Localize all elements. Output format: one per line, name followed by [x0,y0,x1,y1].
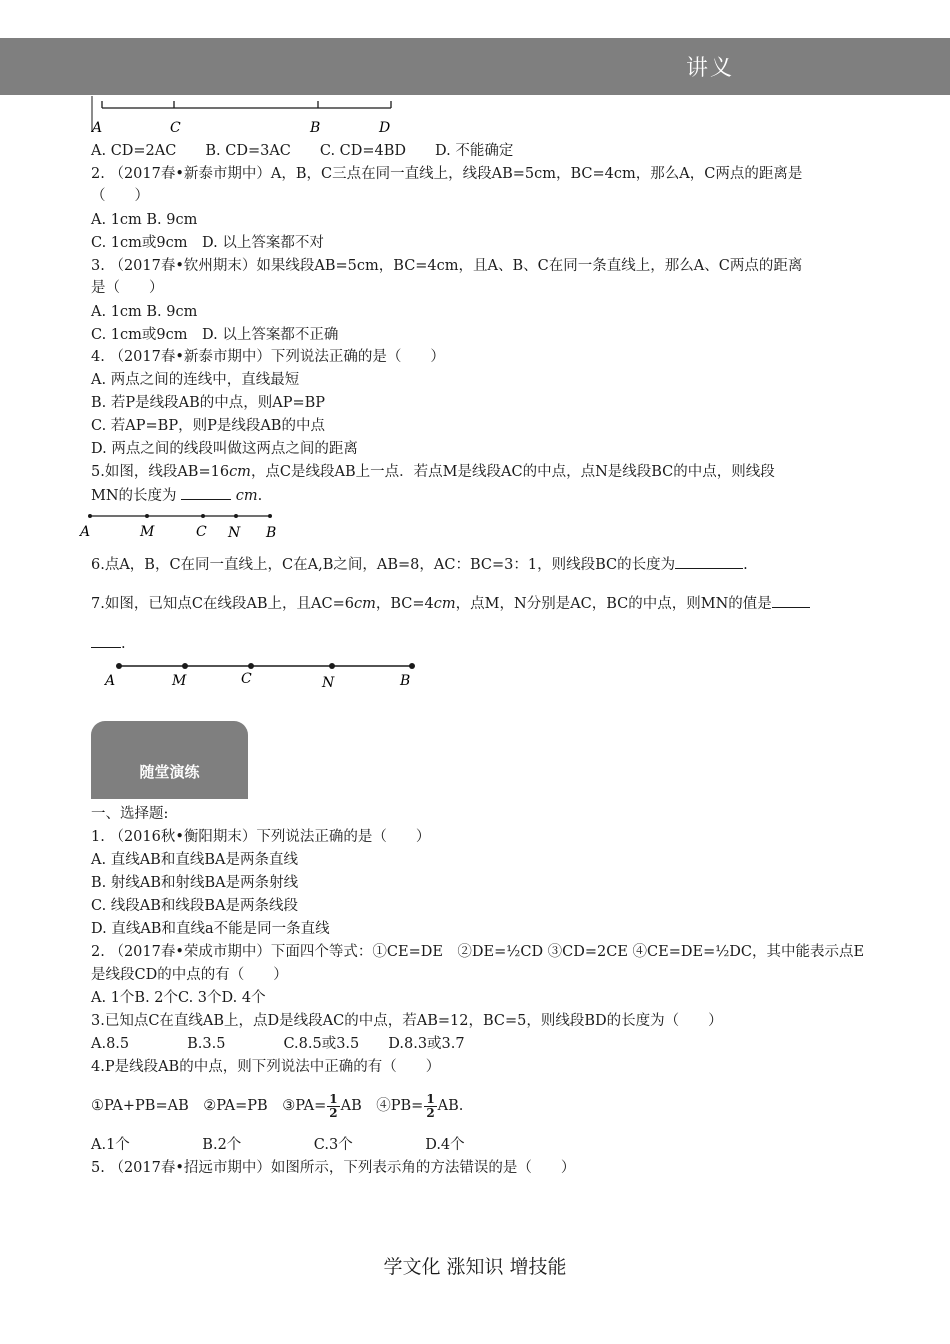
p4-stem: 4.P是线段AB的中点，则下列说法中正确的有（ ） [91,1059,441,1075]
point-label-n: N [322,675,335,691]
q3-stem-cont: 是（ ） [91,280,164,296]
point-label-m: M [140,524,155,540]
fraction-half: $\frac{1}{2}$ [426,1091,435,1120]
p4-options: A.1个 B.2个 C.3个 D.4个 [91,1137,465,1153]
p2-stem: 2. （2017春•荣成市期中）下面四个等式：①CE=DE ②DE=½CD ③CD=2CE ④CE=DE=½DC，其中能表示点E [91,944,865,960]
p2-options: A. 1个B. 2个C. 3个D. 4个 [91,990,266,1006]
q1-options: A. CD=2AC B. CD=3AC C. CD=4BD D. 不能确定 [91,143,514,159]
q5-stem: 5.如图，线段AB=16cm，点C是线段AB上一点．若点M是线段AC的中点，点N是线段BC的中点，则线段 [91,464,775,480]
footer-slogan: 学文化 涨知识 增技能 [383,1256,567,1278]
point-label-c: C [170,120,181,136]
q5-stem-cont: MN的长度为 cm. [91,488,263,504]
q2-stem: 2. （2017春•新泰市期中）A，B，C三点在同一直线上，线段AB=5cm，BC=4cm，那么A，C两点的距离是 [91,166,803,182]
point-label-c: C [196,524,207,540]
p1-option-d: D. 直线AB和直线a不能是同一条直线 [91,921,330,937]
answer-blank [675,568,743,569]
p5-stem: 5. （2017春•招远市期中）如图所示，下列表示角的方法错误的是（ ） [91,1160,576,1176]
point-label-b: B [400,673,411,689]
q3-stem: 3. （2017春•钦州期末）如果线段AB=5cm，BC=4cm，且A、B、C在同一条直线上，那么A、C两点的距离 [91,258,803,274]
point-label-b: B [310,120,321,136]
point-label-a: A [80,524,91,540]
header-bar [0,38,950,95]
q3-options-1: A. 1cm B. 9cm [91,304,198,320]
q4-stem: 4. （2017春•新泰市期中）下列说法正确的是（ ） [91,349,445,365]
q3-options-2: C. 1cm或9cm D. 以上答案都不正确 [91,327,339,343]
q4-option-b: B. 若P是线段AB的中点，则AP=BP [91,395,326,411]
section-tab [91,721,248,799]
point-label-a: A [92,120,103,136]
p4-statements: ①PA+PB=AB ②PA=PB ③PA= $\frac{1}{2}$ AB ④PB= $\frac{1}{2}$ AB. [91,1091,464,1120]
p3-options: A.8.5 B.3.5 C.8.5或3.5 D.8.3或3.7 [91,1036,465,1052]
q7-stem-cont: . [91,634,126,654]
point-label-b: B [266,525,277,540]
q2-stem-cont: （ ） [91,188,149,204]
header-title: 讲义 [686,56,735,81]
point-label-m: M [172,673,187,689]
point-label-n: N [228,525,241,540]
p1-option-b: B. 射线AB和射线BA是两条射线 [91,875,299,891]
q4-option-c: C. 若AP=BP，则P是线段AB的中点 [91,418,325,434]
p1-option-c: C. 线段AB和线段BA是两条线段 [91,898,299,914]
p2-stem-cont: 是线段CD的中点的有（ ） [91,967,288,983]
answer-blank [772,607,810,608]
practice-heading: 一、选择题: [91,806,169,822]
point-label-a: A [105,673,116,689]
p1-option-a: A. 直线AB和直线BA是两条直线 [91,852,298,868]
q6-stem: 6.点A，B，C在同一直线上，C在A,B之间，AB=8，AC：BC=3：1，则线段BC的长度为 . [91,557,748,573]
q4-option-a: A. 两点之间的连线中，直线最短 [91,372,300,388]
p3-stem: 3.已知点C在直线AB上，点D是线段AC的中点，若AB=12，BC=5，则线段BD的长度为（ ） [91,1013,723,1029]
answer-blank [91,647,121,648]
answer-blank [181,499,231,500]
section-title: 随堂演练 [139,763,200,781]
p1-stem: 1. （2016秋•衡阳期末）下列说法正确的是（ ） [91,829,431,845]
q4-option-d: D. 两点之间的线段叫做这两点之间的距离 [91,441,358,457]
point-label-c: C [241,671,252,687]
segment-diagram-amcnb-2 [102,655,424,691]
point-label-d: D [379,120,391,136]
q2-options-2: C. 1cm或9cm D. 以上答案都不对 [91,235,324,251]
segment-diagram-amcnb-1 [78,506,288,540]
q2-options-1: A. 1cm B. 9cm [91,212,198,228]
q7-stem: 7.如图，已知点C在线段AB上，且AC=6cm，BC=4cm，点M，N分别是AC，BC的中点，则MN的值是 [91,594,810,614]
fraction-half: $\frac{1}{2}$ [329,1091,338,1120]
segment-diagram-acbd [88,96,408,138]
